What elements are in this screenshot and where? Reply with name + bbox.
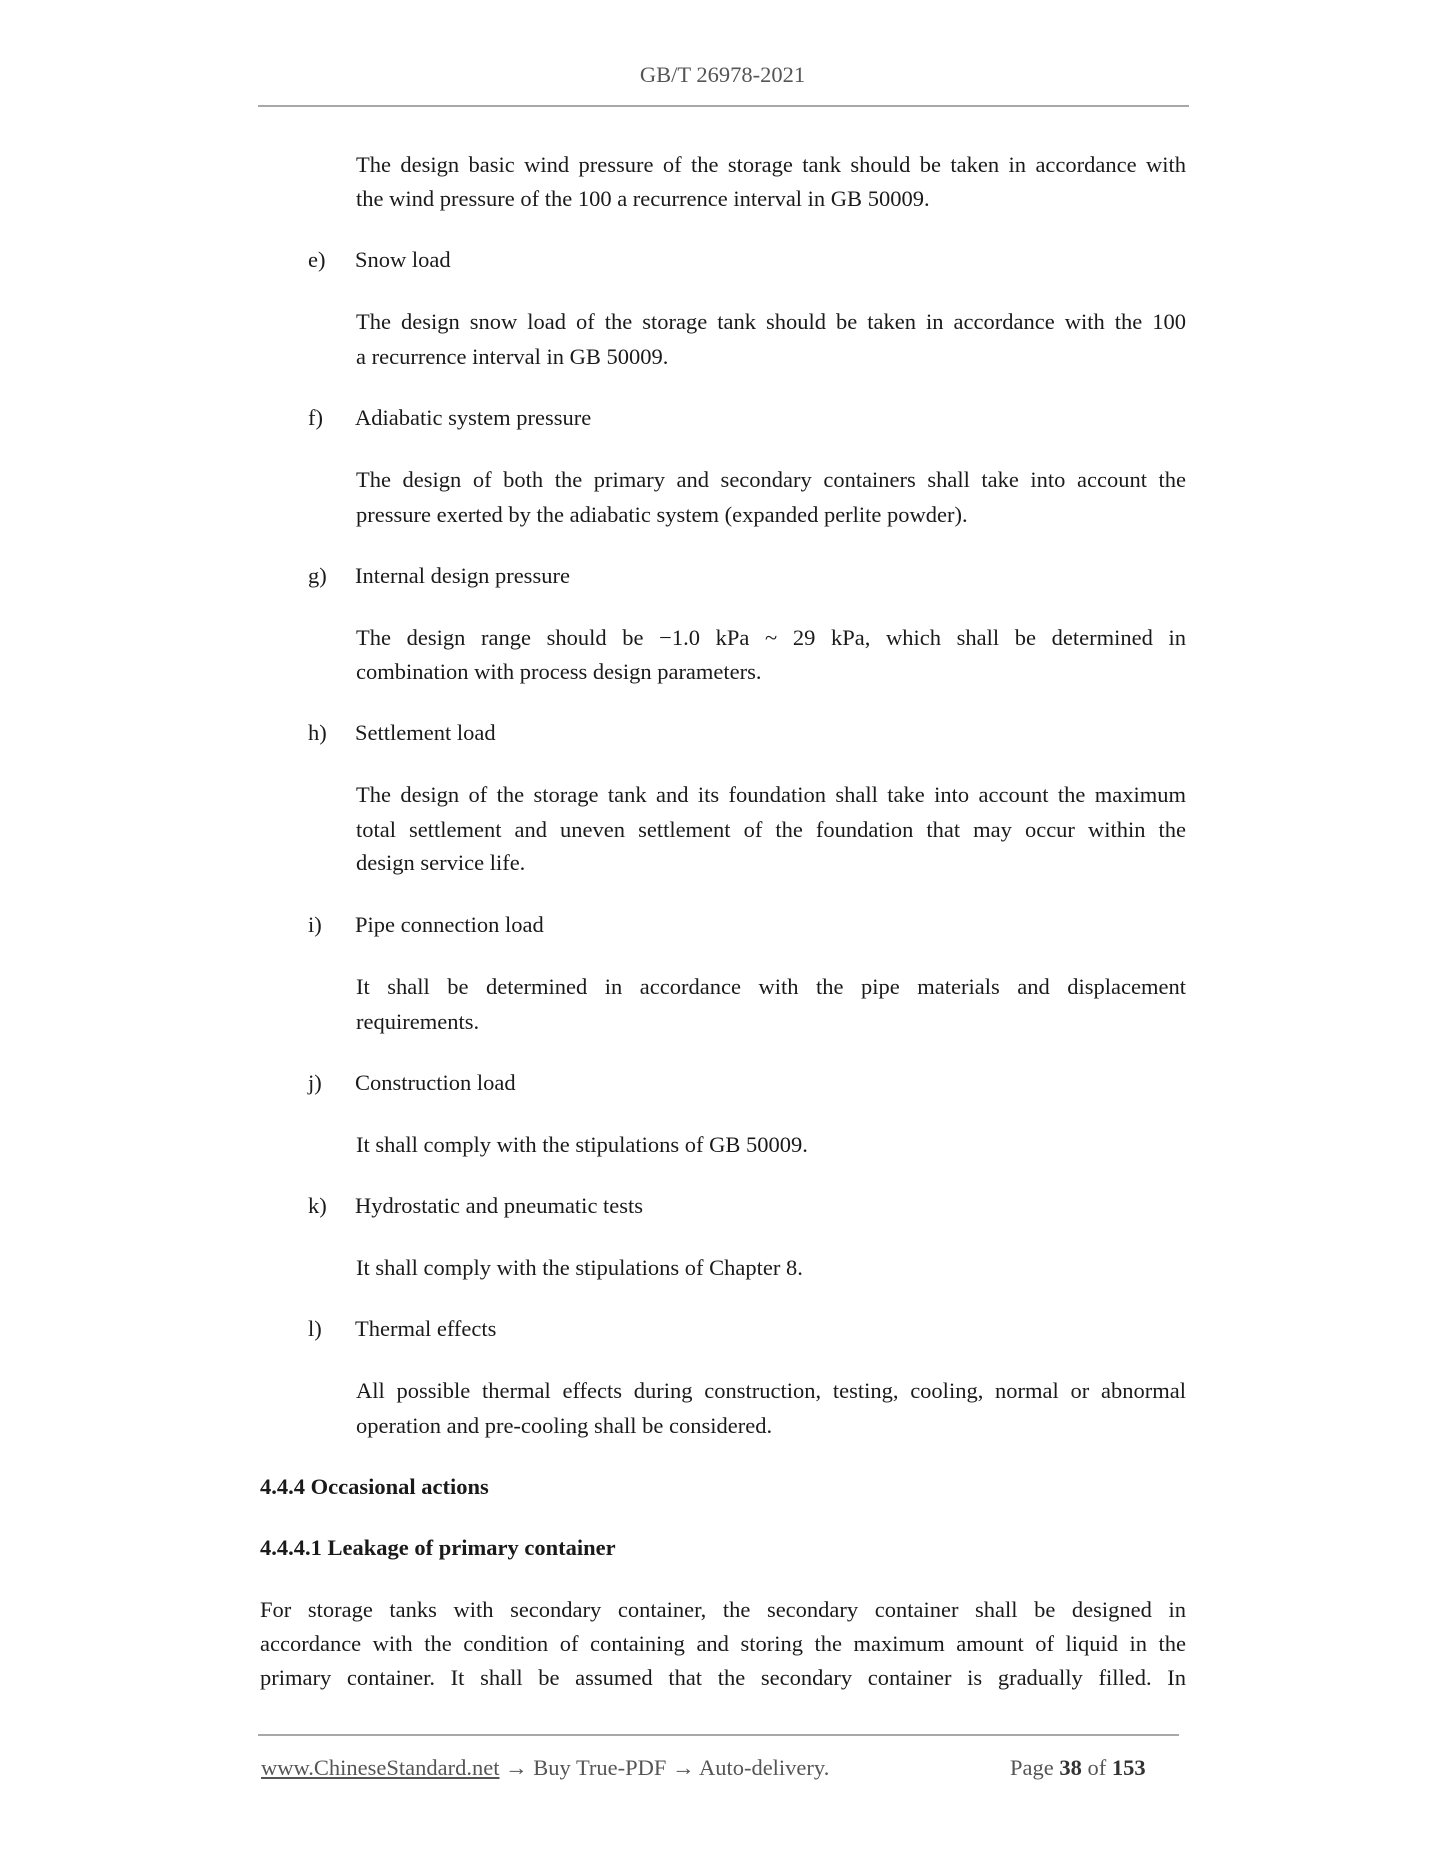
item-title: Settlement load — [355, 720, 496, 745]
arrow-right-icon: → — [672, 1755, 695, 1780]
subsection-heading: 4.4.4.1 Leakage of primary container — [260, 1535, 616, 1560]
body-text-line: The design snow load of the storage tank should be taken in accordance with the 100 — [356, 309, 1186, 334]
body-text-line: It shall comply with the stipulations of Chapter 8. — [356, 1255, 803, 1280]
paragraph-line: primary container. It shall be assumed that the secondary container is gradually filled. In — [260, 1665, 1186, 1690]
item-title: Pipe connection load — [355, 912, 544, 937]
body-text-line: It shall comply with the stipulations of GB 50009. — [356, 1132, 808, 1157]
body-text-line: total settlement and uneven settlement of the foundation that may occur within the — [356, 817, 1186, 842]
item-label: e) — [308, 247, 326, 272]
arrow-right-icon: → — [505, 1755, 528, 1780]
page-indicator — [1010, 1752, 1146, 1784]
paragraph-line: For storage tanks with secondary container, the secondary container shall be designed in — [260, 1597, 1186, 1622]
item-title: Thermal effects — [355, 1316, 497, 1341]
header-rule — [258, 105, 1189, 107]
body-text-line: requirements. — [356, 1009, 480, 1034]
buy-pdf-text: Buy True-PDF — [533, 1755, 667, 1780]
body-text-line: All possible thermal effects during construction, testing, cooling, normal or abnormal — [356, 1378, 1186, 1403]
item-label: i) — [308, 912, 322, 937]
body-text-line: The design basic wind pressure of the storage tank should be taken in accordance with — [356, 152, 1186, 177]
item-label: h) — [308, 720, 327, 745]
item-label: j) — [308, 1070, 322, 1095]
website-link[interactable]: www.ChineseStandard.net — [261, 1755, 500, 1780]
total-pages: 153 — [1111, 1755, 1146, 1780]
of-label: of — [1087, 1755, 1107, 1780]
footer-rule — [258, 1734, 1179, 1736]
body-text-line: The design of both the primary and secondary containers shall take into account the — [356, 467, 1186, 492]
item-label: f) — [308, 405, 323, 430]
body-text-line: combination with process design parameters. — [356, 659, 762, 684]
section-heading: 4.4.4 Occasional actions — [260, 1474, 489, 1499]
body-text-line: the wind pressure of the 100 a recurrence interval in GB 50009. — [356, 186, 930, 211]
body-text-line: It shall be determined in accordance with the pipe materials and displacement — [356, 974, 1186, 999]
item-title: Hydrostatic and pneumatic tests — [355, 1193, 644, 1218]
current-page-number: 38 — [1059, 1755, 1082, 1780]
item-title: Construction load — [355, 1070, 516, 1095]
body-text-line: The design of the storage tank and its foundation shall take into account the maximum — [356, 782, 1186, 807]
item-title: Snow load — [355, 247, 451, 272]
page-label: Page — [1010, 1755, 1054, 1780]
auto-delivery-text: Auto-delivery. — [698, 1755, 830, 1780]
body-text-line: design service life. — [356, 850, 526, 875]
item-label: k) — [308, 1193, 327, 1218]
item-title: Adiabatic system pressure — [355, 405, 592, 430]
item-label: l) — [308, 1316, 322, 1341]
body-text-line: The design range should be −1.0 kPa ~ 29 kPa, which shall be determined in — [356, 625, 1186, 650]
item-title: Internal design pressure — [355, 563, 570, 588]
body-text-line: pressure exerted by the adiabatic system (expanded perlite powder). — [356, 502, 968, 527]
document-code: GB/T 26978-2021 — [639, 62, 806, 87]
body-text-line: operation and pre-cooling shall be considered. — [356, 1413, 773, 1438]
paragraph-line: accordance with the condition of containing and storing the maximum amount of liquid in the — [260, 1631, 1186, 1656]
footer-promo — [261, 1752, 829, 1784]
item-label: g) — [308, 563, 327, 588]
body-text-line: a recurrence interval in GB 50009. — [356, 344, 669, 369]
